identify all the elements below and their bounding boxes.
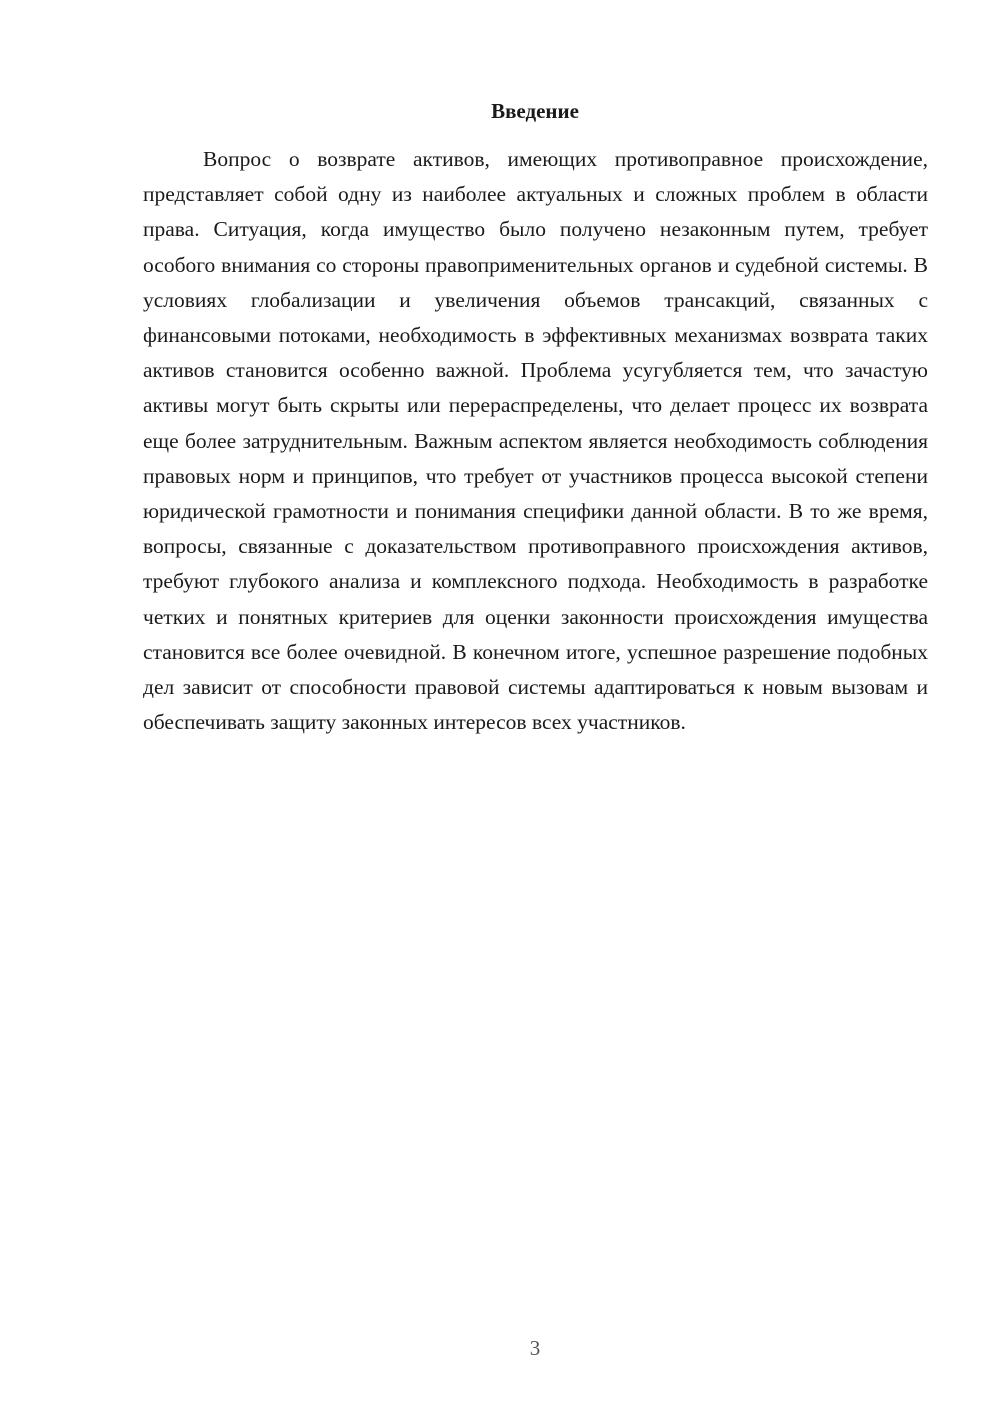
body-paragraph: Вопрос о возврате активов, имеющих противоправное происхождение, представляет собой одну из наиболее актуальных и сложных проблем в области права. Ситуация, когда имущество было получено незаконным путем, требует особого внимания со стороны правоприменительных органов и судебной системы. В условиях глобализации и увеличения объемов трансакций, связанных с финансовыми потоками, необходимость в эффективных механизмах возврата таких активов становится особенно важной. Проблема усугубляется тем, что зачастую активы могут быть скрыты или перераспределены, что делает процесс их возврата еще более затруднительным. Важным аспектом является необходимость соблюдения правовых норм и принципов, что требует от участников процесса высокой степени юридической грамотности и понимания специфики данной области. В то же время, вопросы, связанные с доказательством противоправного происхождения активов, требуют глубокого анализа и комплексного подхода. Необходимость в разработке четких и понятных критериев для оценки законности происхождения имущества становится все более очевидной. В конечном итоге, успешное разрешение подобных дел зависит от способности правовой системы адаптироваться к новым вызовам и обеспечивать защиту законных интересов всех участников. (143, 147, 928, 735)
page-number: 3 (529, 1336, 541, 1360)
section-heading: Введение (491, 99, 579, 123)
